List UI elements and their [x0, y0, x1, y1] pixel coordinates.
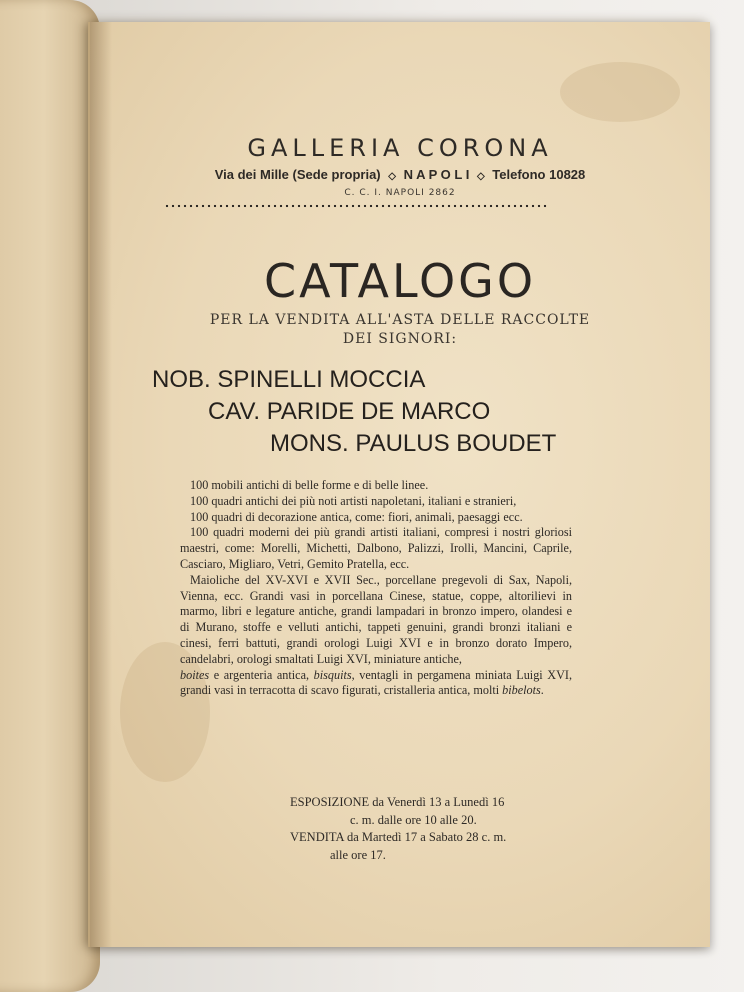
separator-diamond-icon: ◇	[388, 171, 396, 182]
owner-name: CAV. PARIDE DE MARCO	[208, 398, 491, 425]
description-paragraph: 100 quadri antichi dei più noti artisti napoletani, italiani e stranieri,	[190, 493, 517, 508]
catalog-page	[88, 22, 710, 947]
text-run: , ventagli in pergamena miniata Luigi XVI, grandi vasi in terracotta di scavo figurati, cristalleria antica, molti	[180, 667, 573, 698]
description-paragraph	[180, 668, 572, 700]
address-street: Via dei Mille (Sede propria)	[214, 167, 381, 182]
left-page-edge	[0, 0, 100, 992]
subtitle-line: PER LA VENDITA ALL'ASTA DELLE RACCOLTE	[209, 312, 591, 328]
dotted-divider	[164, 204, 548, 208]
address-phone: Telefono 10828	[492, 167, 586, 182]
catalog-title: CATALOGO	[263, 254, 537, 308]
description-paragraph: 100 quadri moderni dei più grandi artisti italiani, compresi i nostri gloriosi maestri, come: Morelli, Michetti, Dalbono, Palizzi, Irolli, Mancini, Caprile, Casciaro, Migliaro, Vetri, Gemito Pratella, ecc.	[180, 525, 572, 571]
address-city: N A P O L I	[403, 167, 470, 182]
subtitle-line: DEI SIGNORI:	[342, 331, 458, 347]
schedule-line: alle ore 17.	[330, 847, 386, 862]
description-paragraph: 100 mobili antichi di belle forme e di belle linee.	[190, 478, 429, 492]
separator-diamond-icon: ◇	[476, 171, 485, 182]
catalog-subtitle	[90, 311, 710, 349]
ccl-number: C. C. I. NAPOLI 2862	[344, 188, 456, 198]
schedule-line: ESPOSIZIONE da Venerdì 13 a Lunedì 16	[290, 795, 505, 809]
schedule-line: c. m. dalle ore 10 alle 20.	[350, 812, 477, 827]
description-paragraph: 100 quadri di decorazione antica, come: fiori, animali, paesaggi ecc.	[190, 509, 523, 524]
italic-term: bisquits	[313, 667, 352, 682]
text-run: e argenteria antica,	[209, 667, 314, 682]
text-run: .	[540, 683, 544, 698]
owner-name: NOB. SPINELLI MOCCIA	[152, 366, 426, 393]
owner-name: MONS. PAULUS BOUDET	[270, 430, 557, 457]
italic-term: bibelots	[502, 683, 541, 698]
address-line	[90, 167, 710, 182]
paper-stain	[560, 62, 680, 122]
gallery-name: GALLERIA CORONA	[247, 134, 553, 162]
catalog-description	[180, 478, 572, 699]
description-paragraph: Maioliche del XV-XVI e XVII Sec., porcellane pregevoli di Sax, Napoli, Vienna, ecc. Grandi vasi in porcellana Cinese, statue, coppe, altorilievi in marmo, libri e legature antiche, grandi lampadari in bronzo impero, olandesi e di Murano, stoffe e velluti antichi, tappeti genuini, grandi bronzi italiani e cinesi, ferri battuti, grandi orologi Luigi XVI e in bronzo dorato Impero, candelabri, orologi smaltati Luigi XVI, miniature antiche,	[180, 572, 572, 666]
schedule-line: VENDITA da Martedì 17 a Sabato 28 c. m.	[290, 830, 507, 844]
schedule-block	[290, 794, 590, 864]
italic-term: boites	[180, 667, 210, 682]
